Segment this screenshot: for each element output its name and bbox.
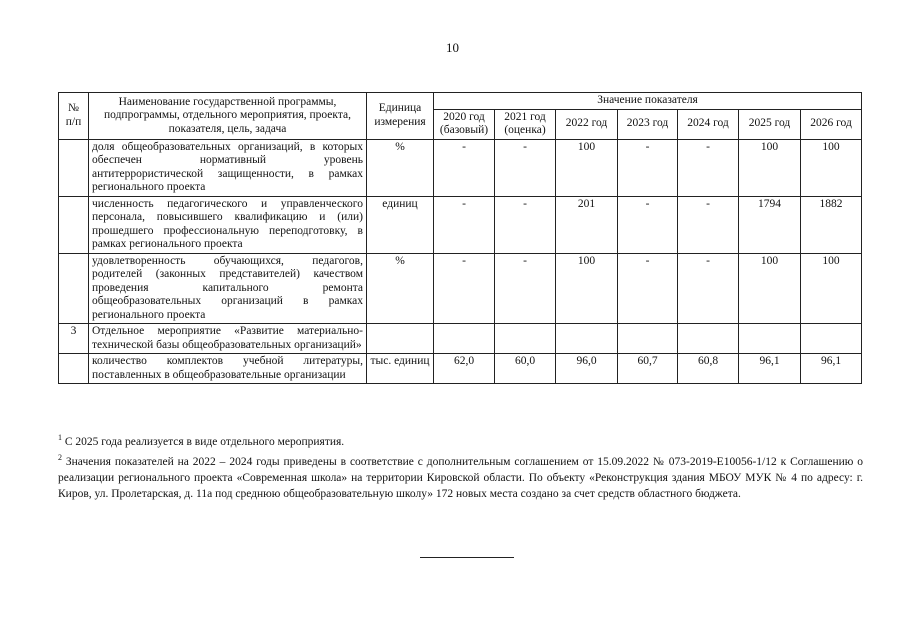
header-year: 2024 год — [678, 109, 739, 139]
page-number: 10 — [446, 40, 459, 55]
header-year: 2021 год (оценка) — [495, 109, 556, 139]
row-value: - — [495, 253, 556, 324]
row-unit: тыс. единиц — [367, 354, 434, 384]
row-value: 100 — [801, 139, 862, 196]
row-value: 62,0 — [434, 354, 495, 384]
row-value: - — [678, 139, 739, 196]
row-name: Отдельное мероприятие «Развитие материально-технической базы общеобразовательных организаций» — [89, 324, 367, 354]
row-value: 96,1 — [739, 354, 801, 384]
header-unit: Единица измерения — [367, 93, 434, 140]
row-value — [495, 324, 556, 354]
row-value: - — [618, 139, 678, 196]
row-num — [59, 139, 89, 196]
row-value: 60,7 — [618, 354, 678, 384]
row-num — [59, 354, 89, 384]
row-value: - — [434, 139, 495, 196]
header-row-1 — [59, 93, 862, 110]
footnote-mark: 2 — [58, 452, 62, 462]
row-num — [59, 253, 89, 324]
row-value — [739, 324, 801, 354]
header-year: 2022 год — [556, 109, 618, 139]
row-value: - — [434, 196, 495, 253]
table-row — [59, 196, 862, 253]
row-name: доля общеобразовательных организаций, в которых обеспечен нормативный уровень антитеррористической защищенности, в рамках регионального проекта — [89, 139, 367, 196]
row-value: - — [678, 253, 739, 324]
footnote-text: С 2025 года реализуется в виде отдельного мероприятия. — [62, 435, 345, 448]
row-value: 100 — [556, 139, 618, 196]
header-num: № п/п — [59, 93, 89, 140]
row-value: 100 — [556, 253, 618, 324]
row-value: - — [495, 196, 556, 253]
row-value — [556, 324, 618, 354]
header-year: 2020 год (базовый) — [434, 109, 495, 139]
row-name: количество комплектов учебной литературы, поставленных в общеобразовательные организации — [89, 354, 367, 384]
header-year: 2025 год — [739, 109, 801, 139]
row-value: - — [495, 139, 556, 196]
header-year: 2026 год — [801, 109, 862, 139]
row-value — [801, 324, 862, 354]
footnote-1 — [58, 430, 863, 450]
row-unit: единиц — [367, 196, 434, 253]
header-value-group: Значение показателя — [434, 93, 862, 110]
row-value — [434, 324, 495, 354]
row-value: 1882 — [801, 196, 862, 253]
footnotes — [58, 430, 863, 502]
table-row — [59, 139, 862, 196]
header-name: Наименование государственной программы, подпрограммы, отдельного мероприятия, проекта, показателя, цель, задача — [89, 93, 367, 140]
footnote-2 — [58, 450, 863, 502]
row-value: - — [434, 253, 495, 324]
table-row — [59, 324, 862, 354]
row-value: - — [618, 253, 678, 324]
indicators-table — [58, 92, 862, 384]
row-value — [678, 324, 739, 354]
row-name: численность педагогического и управленческого персонала, повысившего квалификацию и (или) прошедшего профессиональную переподготовку, в рамках регионального проекта — [89, 196, 367, 253]
footnote-text: Значения показателей на 2022 – 2024 годы приведены в соответствие с дополнительным соглашением от 15.09.2022 № 073-2019-E10056-1/12 к Соглашению о реализации регионального проекта «Современная школа» на территории Кировской области. По объекту «Реконструкция здания МБОУ МУК № 4 по адресу: г. Киров, ул. Пролетарская, д. 11а под среднюю общеобразовательную школу» 172 новых места создано за счет средств областного бюджета. — [58, 455, 863, 500]
row-value: 60,0 — [495, 354, 556, 384]
footnote-mark: 1 — [58, 433, 62, 442]
row-value: - — [678, 196, 739, 253]
row-value: 100 — [739, 139, 801, 196]
row-value: 1794 — [739, 196, 801, 253]
row-value: - — [618, 196, 678, 253]
table-row — [59, 253, 862, 324]
row-value: 96,1 — [801, 354, 862, 384]
header-year: 2023 год — [618, 109, 678, 139]
row-value: 100 — [739, 253, 801, 324]
row-value: 100 — [801, 253, 862, 324]
table-row — [59, 354, 862, 384]
row-value: 201 — [556, 196, 618, 253]
row-unit: % — [367, 253, 434, 324]
row-value — [618, 324, 678, 354]
row-unit — [367, 324, 434, 354]
row-unit: % — [367, 139, 434, 196]
row-value: 96,0 — [556, 354, 618, 384]
row-num — [59, 196, 89, 253]
row-name: удовлетворенность обучающихся, педагогов, родителей (законных представителей) качеством проведения капитального ремонта общеобразовательных организаций в рамках регионального проекта — [89, 253, 367, 324]
separator-line — [420, 557, 514, 558]
row-num: 3 — [59, 324, 89, 354]
row-value: 60,8 — [678, 354, 739, 384]
